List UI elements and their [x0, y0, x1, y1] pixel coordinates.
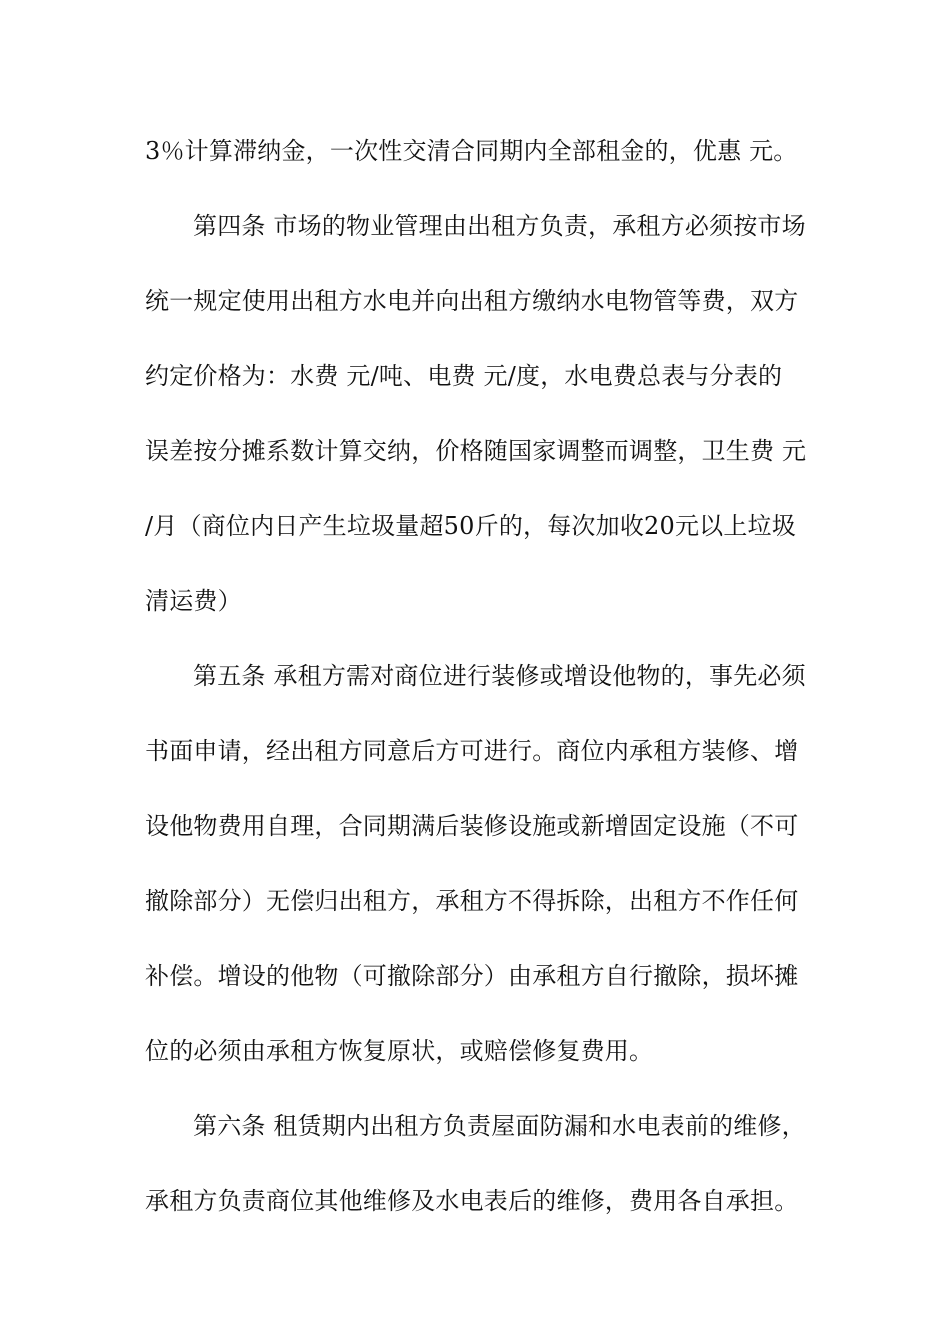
- text-line: 撤除部分）无偿归出租方，承租方不得拆除，出租方不作任何: [145, 887, 799, 915]
- text-line: 清运费）: [145, 587, 242, 615]
- text-line: 承租方负责商位其他维修及水电表后的维修，费用各自承担。: [145, 1187, 799, 1215]
- article-four-heading-line: 第四条 市场的物业管理由出租方负责，承租方必须按市场: [193, 212, 806, 240]
- text-line: 书面申请，经出租方同意后方可进行。商位内承租方装修、增: [145, 737, 799, 765]
- article-five-heading-line: 第五条 承租方需对商位进行装修或增设他物的，事先必须: [193, 662, 806, 690]
- text-line: 3％计算滞纳金，一次性交清合同期内全部租金的，优惠 元。: [145, 137, 798, 165]
- text-line: 统一规定使用出租方水电并向出租方缴纳水电物管等费，双方: [145, 287, 799, 315]
- text-line: 补偿。增设的他物（可撤除部分）由承租方自行撤除，损坏摊: [145, 962, 799, 990]
- text-line: 设他物费用自理，合同期满后装修设施或新增固定设施（不可: [145, 812, 799, 840]
- text-line: 约定价格为：水费 元/吨、电费 元/度，水电费总表与分表的: [145, 362, 783, 390]
- text-line: /月（商位内日产生垃圾量超50斤的，每次加收20元以上垃圾: [145, 512, 796, 540]
- text-line: 误差按分摊系数计算交纳，价格随国家调整而调整，卫生费 元: [145, 437, 807, 465]
- article-six-heading-line: 第六条 租赁期内出租方负责屋面防漏和水电表前的维修，: [193, 1112, 806, 1140]
- text-line: 位的必须由承租方恢复原状，或赔偿修复费用。: [145, 1037, 654, 1065]
